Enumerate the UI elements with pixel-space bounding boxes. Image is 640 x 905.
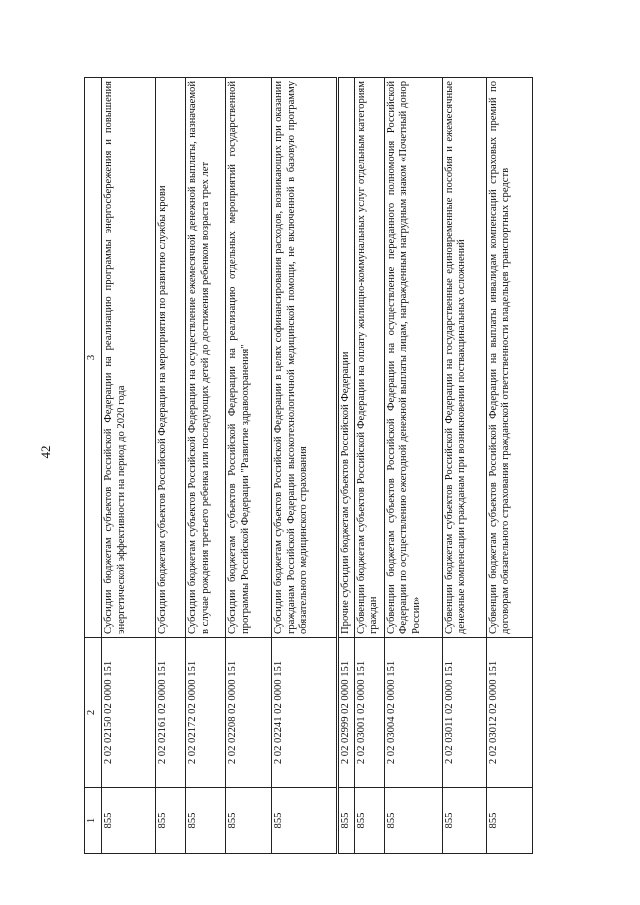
revenue-name-cell: Субвенции бюджетам субъектов Российской Федерации на выплаты инвалидам компенсаций страховых премий по договорам обязательного страхования гражданской ответственности владельцев транспортных средств — [486, 78, 532, 638]
admin-code-cell: 855 — [226, 788, 272, 854]
revenue-name-cell: Субвенции бюджетам субъектов Российской Федерации на государственные единовременные пособия и ежемесячные денежные компенсации гражданам при возникновении поствакцинальных осложнений — [442, 78, 486, 638]
revenue-name-cell: Субсидии бюджетам субъектов Российской Федерации на мероприятия по развитию службы крови — [156, 78, 186, 638]
budget-code-cell: 2 02 02208 02 0000 151 — [226, 638, 272, 788]
revenue-name-cell: Субсидии бюджетам субъектов Российской Федерации на реализацию программы энергосбережения и повышения энергетической эффективности на период до 2020 года — [102, 78, 156, 638]
budget-code-cell: 2 02 02241 02 0000 151 — [272, 638, 338, 788]
admin-code-cell: 855 — [102, 788, 156, 854]
table-row — [354, 78, 384, 854]
page-number: 42 — [38, 445, 53, 459]
admin-code-cell: 855 — [486, 788, 532, 854]
table-row — [442, 78, 486, 854]
header-col-3: 3 — [85, 78, 102, 638]
budget-code-cell: 2 02 03004 02 0000 151 — [384, 638, 442, 788]
table-row — [186, 78, 226, 854]
budget-code-cell: 2 02 02999 02 0000 151 — [338, 638, 355, 788]
revenue-name-cell: Субвенции бюджетам субъектов Российской Федерации на оплату жилищно-коммунальных услуг отдельным категориям граждан — [354, 78, 384, 638]
revenue-name-cell: Прочие субсидии бюджетам субъектов Российской Федерации — [338, 78, 355, 638]
table-row — [338, 78, 355, 854]
table-row — [486, 78, 532, 854]
table-row — [272, 78, 338, 854]
revenue-name-cell: Субвенции бюджетам субъектов Российской Федерации на осуществление переданного полномочия Российской Федерации по осуществлению ежегодной денежной выплаты лицам, награжденным нагрудным знаком «Почетный донор России» — [384, 78, 442, 638]
revenue-name-cell: Субсидии бюджетам субъектов Российской Федерации на осуществление ежемесячной денежной выплаты, назначаемой в случае рождения третьего ребенка или последующих детей до достижения ребенком возраста трех лет — [186, 78, 226, 638]
table-row — [156, 78, 186, 854]
admin-code-cell: 855 — [186, 788, 226, 854]
budget-code-cell: 2 02 03011 02 0000 151 — [442, 638, 486, 788]
table-row — [384, 78, 442, 854]
table-header-row — [85, 78, 102, 854]
admin-code-cell: 855 — [156, 788, 186, 854]
budget-code-cell: 2 02 02161 02 0000 151 — [156, 638, 186, 788]
rotated-table-wrapper — [84, 78, 538, 854]
admin-code-cell: 855 — [384, 788, 442, 854]
table-row — [102, 78, 156, 854]
admin-code-cell: 855 — [272, 788, 338, 854]
revenue-codes-table — [84, 77, 533, 854]
header-col-1: 1 — [85, 788, 102, 854]
admin-code-cell: 855 — [338, 788, 355, 854]
header-col-2: 2 — [85, 638, 102, 788]
admin-code-cell: 855 — [354, 788, 384, 854]
table-row — [226, 78, 272, 854]
admin-code-cell: 855 — [442, 788, 486, 854]
budget-code-cell: 2 02 02172 02 0000 151 — [186, 638, 226, 788]
budget-code-cell: 2 02 02150 02 0000 151 — [102, 638, 156, 788]
budget-code-cell: 2 02 03012 02 0000 151 — [486, 638, 532, 788]
revenue-name-cell: Субсидии бюджетам субъектов Российской Федерации на реализацию отдельных мероприятий государственной программы Российской Федерации "Развитие здравоохранения" — [226, 78, 272, 638]
budget-code-cell: 2 02 03001 02 0000 151 — [354, 638, 384, 788]
revenue-name-cell: Субсидии бюджетам субъектов Российской Федерации в целях софинансирования расходов, возникающих при оказании гражданам Российской Федерации высокотехнологичной медицинской помощи, не включенной в базовую программу обязательного медицинского страхования — [272, 78, 338, 638]
